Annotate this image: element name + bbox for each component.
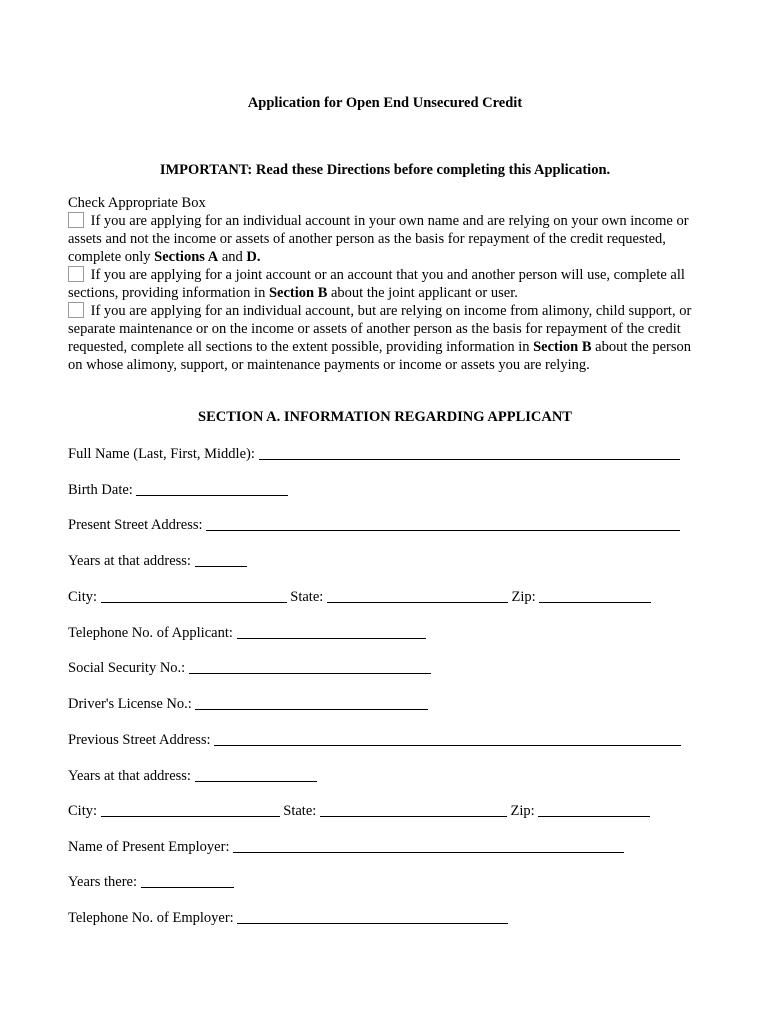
telephone-employer-row <box>68 909 508 927</box>
state-2-field[interactable] <box>320 802 507 817</box>
zip-2-label: Zip: <box>510 803 535 819</box>
years-there-field[interactable] <box>141 873 234 888</box>
check-heading: Check Appropriate Box <box>68 195 206 211</box>
option-text: about the person on whose alimony, support, or maintenance payments or income or assets you are relying. <box>68 339 691 373</box>
full-name-row <box>68 445 680 463</box>
option-bold: Sections A <box>154 249 219 265</box>
zip-field[interactable] <box>539 588 651 603</box>
years-address-field[interactable] <box>195 552 247 567</box>
city-2-field[interactable] <box>101 802 280 817</box>
checkbox-joint[interactable] <box>68 266 84 282</box>
option-bold: Section B <box>268 285 328 301</box>
important-notice: IMPORTANT: Read these Directions before completing this Application. <box>159 162 611 178</box>
present-address-label: Present Street Address: <box>68 517 203 533</box>
birth-date-field[interactable] <box>136 481 288 496</box>
drivers-license-label: Driver's License No.: <box>68 696 192 712</box>
option-text: and <box>218 249 247 265</box>
birth-date-label: Birth Date: <box>68 482 133 498</box>
city-state-zip-2-row <box>68 802 650 820</box>
years-address-2-field[interactable] <box>195 767 317 782</box>
years-address-label: Years at that address: <box>68 553 191 569</box>
state-2-label: State: <box>283 803 317 819</box>
checkbox-individual[interactable] <box>68 212 84 228</box>
years-address-2-row <box>68 767 317 785</box>
present-address-row <box>68 516 680 534</box>
years-address-row <box>68 552 247 570</box>
years-there-label: Years there: <box>68 874 137 890</box>
birth-date-row <box>68 481 288 499</box>
section-a-heading: SECTION A. INFORMATION REGARDING APPLICANT <box>198 409 572 425</box>
city-2-label: City: <box>68 803 98 819</box>
city-label: City: <box>68 589 98 605</box>
full-name-field[interactable] <box>259 445 680 460</box>
telephone-employer-label: Telephone No. of Employer: <box>68 910 234 926</box>
telephone-employer-field[interactable] <box>237 909 508 924</box>
previous-address-field[interactable] <box>214 731 681 746</box>
telephone-applicant-field[interactable] <box>237 624 426 639</box>
telephone-applicant-label: Telephone No. of Applicant: <box>68 625 233 641</box>
previous-address-label: Previous Street Address: <box>68 732 211 748</box>
state-label: State: <box>290 589 324 605</box>
city-state-zip-row <box>68 588 651 606</box>
document-title: Application for Open End Unsecured Credit <box>247 95 523 111</box>
zip-label: Zip: <box>511 589 536 605</box>
present-employer-field[interactable] <box>233 838 624 853</box>
zip-2-field[interactable] <box>538 802 650 817</box>
years-address-2-label: Years at that address: <box>68 768 191 784</box>
option-reliant <box>68 302 708 374</box>
option-text: If you are applying for a joint account or an account that you and another person will use, complete all sections, providing information in <box>68 267 685 301</box>
option-text: If you are applying for an individual account, but are relying on income from alimony, child support, or separate maintenance or on the income or assets of another person as the basis for repayment of the credit requested, complete all sections to the extent possible, providing information in <box>68 303 692 355</box>
present-employer-row <box>68 838 624 856</box>
previous-address-row <box>68 731 681 749</box>
ssn-row <box>68 659 431 677</box>
directions-block <box>68 194 708 374</box>
drivers-license-row <box>68 695 428 713</box>
option-text: about the joint applicant or user. <box>327 285 518 301</box>
option-individual <box>68 212 708 266</box>
ssn-label: Social Security No.: <box>68 660 186 676</box>
option-text: If you are applying for an individual account in your own name and are relying on your own income or assets and not the income or assets of another person as the basis for repayment of the credit requested, complete only <box>68 213 689 265</box>
option-bold: D. <box>246 249 261 265</box>
state-field[interactable] <box>327 588 508 603</box>
city-field[interactable] <box>101 588 287 603</box>
telephone-applicant-row <box>68 624 426 642</box>
present-address-field[interactable] <box>206 516 680 531</box>
years-there-row <box>68 873 234 891</box>
option-bold: Section B <box>533 339 592 355</box>
ssn-field[interactable] <box>189 659 431 674</box>
checkbox-reliant[interactable] <box>68 302 84 318</box>
option-joint <box>68 266 708 302</box>
drivers-license-field[interactable] <box>195 695 428 710</box>
full-name-label: Full Name (Last, First, Middle): <box>68 446 255 462</box>
present-employer-label: Name of Present Employer: <box>68 839 230 855</box>
